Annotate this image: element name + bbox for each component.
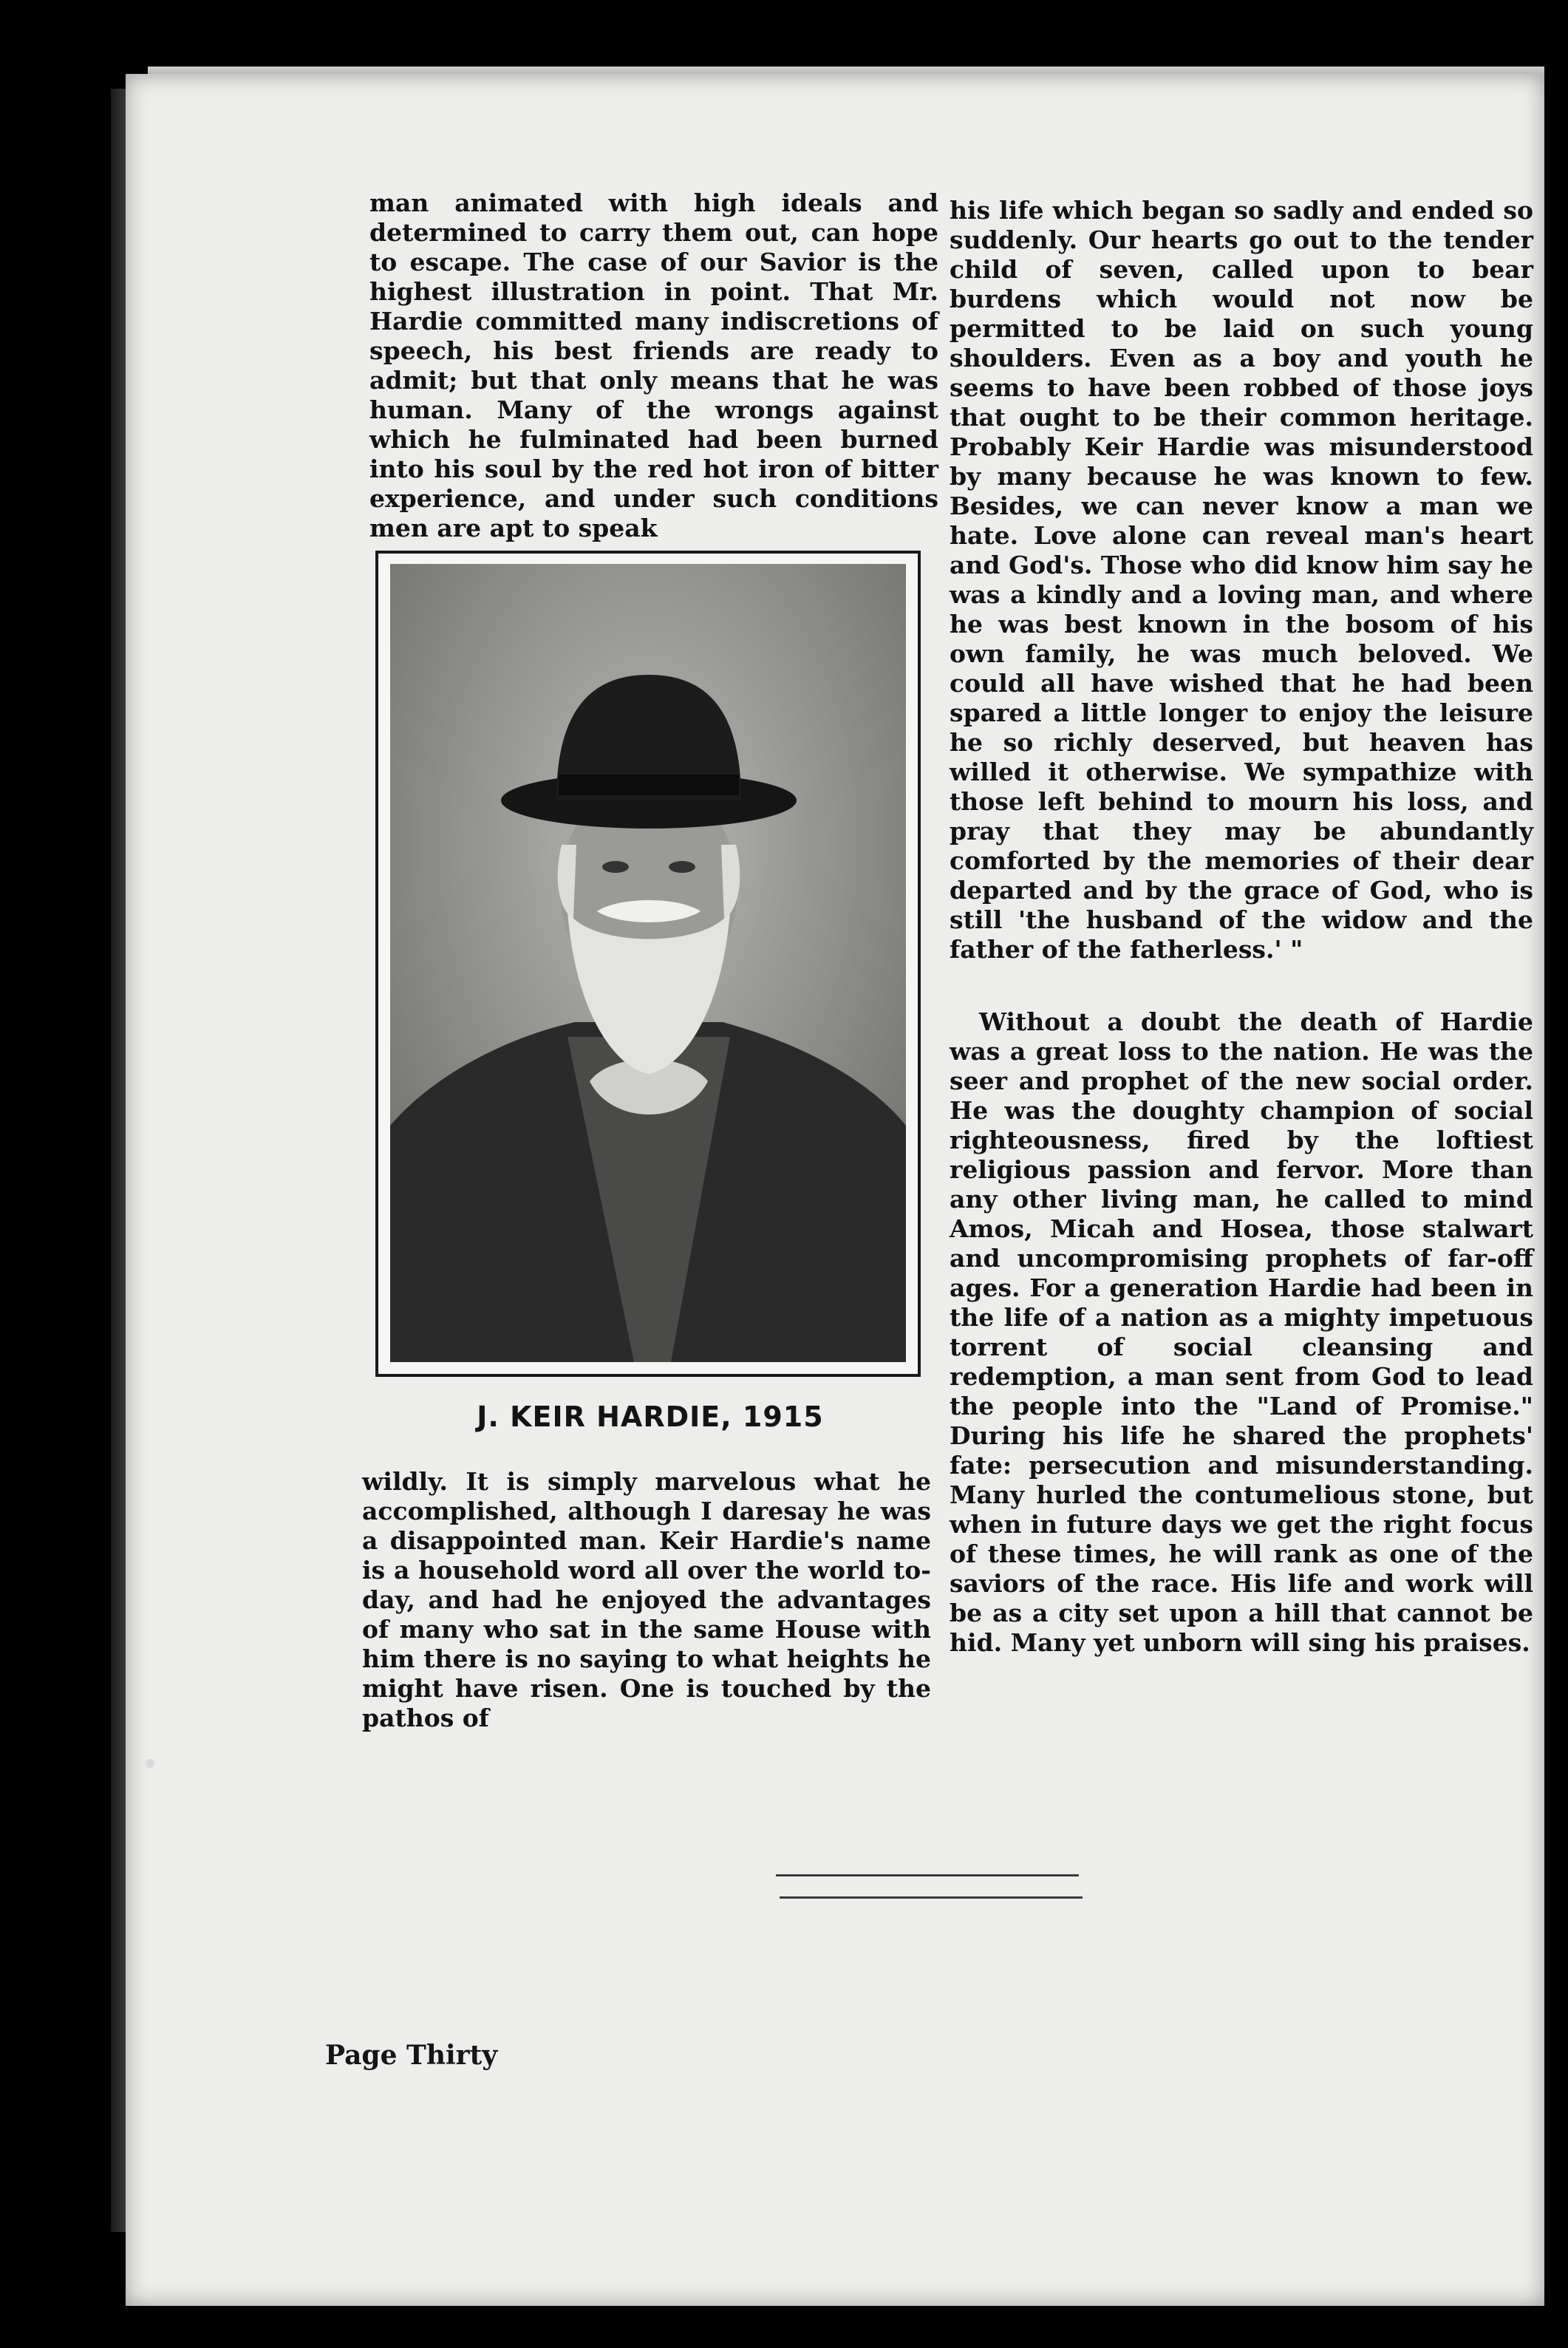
portrait-frame [375, 551, 921, 1377]
article-paragraph: Without a doubt the death of Hardie was a great loss to the nation. He was the seer and prophet of the new social order. He was the doughty champion of social righteousness, fired by the loftiest religious passion and fervor. More than any other living man, he called to mind Amos, Micah and Hosea, those stalwart and uncompromising prophets of far-off ages. For a generation Hardie had been in the life of a nation as a mighty impetuous torrent of social cleansing and redemption, a man sent from God to lead the people into the "Land of Promise." During his life he shared the prophets' fate: persecution and misunderstanding. Many hurled the contumelious stone, but when in future days we get the right focus of these times, he will rank as one of the saviors of the race. His life and work will be as a city set upon a hill that cannot be hid. Many yet unborn will sing his praises. [950, 1007, 1533, 1657]
article-left-column-bottom [362, 1437, 931, 1763]
portrait-photo [390, 564, 906, 1362]
portrait-image [390, 564, 906, 1362]
page-number: Page Thirty [325, 2040, 498, 2071]
section-divider [776, 1874, 1079, 1876]
portrait-caption: J. KEIR HARDIE, 1915 [477, 1401, 824, 1433]
section-divider [780, 1896, 1083, 1899]
scan-speck [146, 1759, 154, 1768]
article-paragraph: man animated with high ideals and determined to carry them out, can hope to escape. The case of our Savior is the highest illustration in point. That Mr. Hardie committed many indiscretions of speech, his best friends are ready to admit; but that only means that he was human. Many of the wrongs against which he fulminated had been burned into his soul by the red hot iron of bitter experience, and under such conditions men are apt to speak [369, 188, 938, 542]
article-paragraph: his life which began so sadly and ended so suddenly. Our hearts go out to the tender child of seven, called upon to bear burdens which would not now be permitted to be laid on such young shoulders. Even as a boy and youth he seems to have been robbed of those joys that ought to be their common heritage. Probably Keir Hardie was misunderstood by many because he was known to few. Besides, we can never know a man we hate. Love alone can reveal man's heart and God's. Those who did know him say he was a kindly and a loving man, and where he was best known in the bosom of his own family, he was much beloved. We could all have wished that he had been spared a little longer to enjoy the leisure he so richly deserved, but heaven has willed it otherwise. We sympathize with those left behind to mourn his loss, and pray that they may be abundantly comforted by the memories of their dear departed and by the grace of God, who is still 'the husband of the widow and the father of the fatherless.' " [950, 196, 1533, 964]
article-paragraph: wildly. It is simply marvelous what he accomplished, although I daresay he was a disappointed man. Keir Hardie's name is a household word all over the world to-day, and had he enjoyed the advantages of many who sat in the same House with him there is no saying to what heights he might have risen. One is touched by the pathos of [362, 1467, 931, 1732]
article-left-column-top [369, 159, 938, 573]
article-right-column [950, 166, 1533, 1687]
